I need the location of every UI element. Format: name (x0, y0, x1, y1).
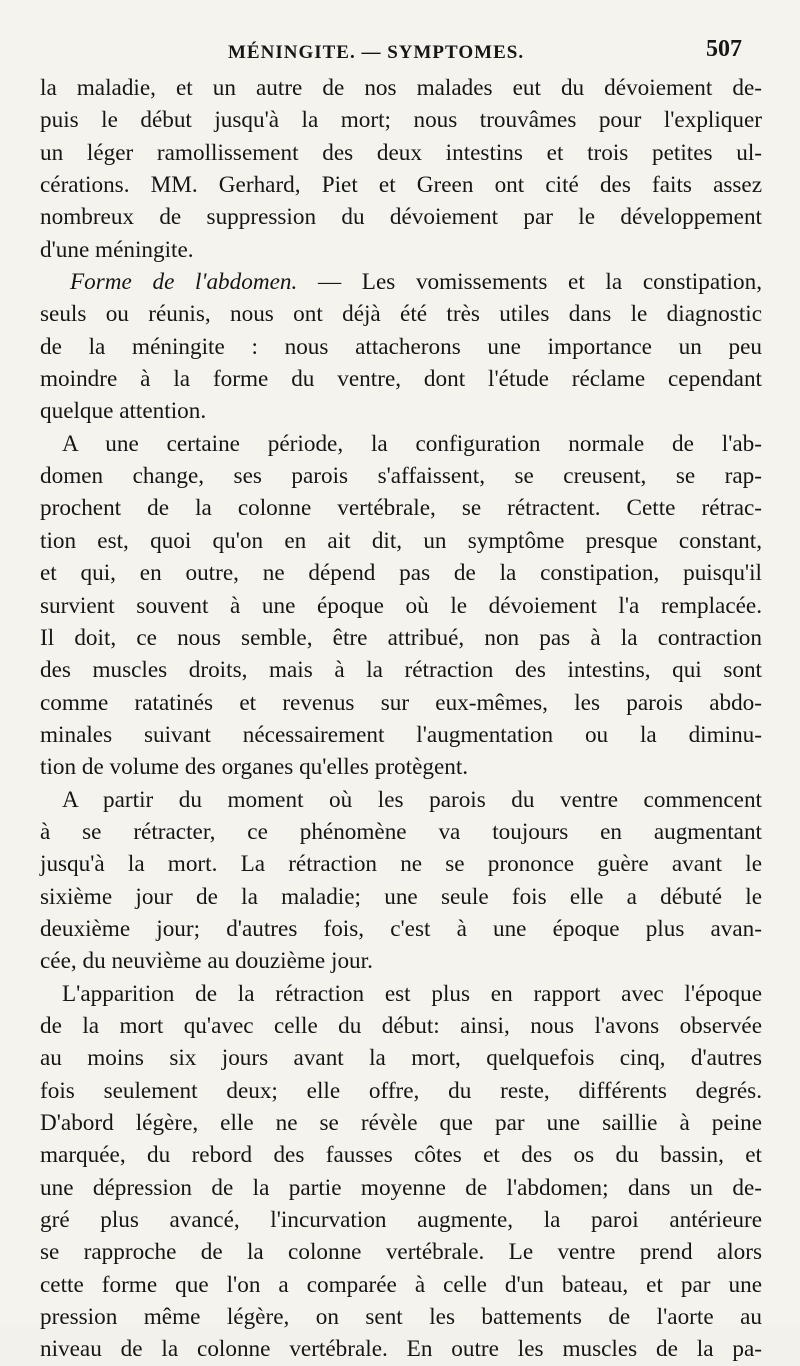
text-line: et qui, en outre, ne dépend pas de la constipation, puisqu'il (40, 560, 762, 587)
text-line: comme ratatinés et revenus sur eux-mêmes, les parois abdo- (40, 689, 762, 716)
text-line: d'une méningite. (40, 236, 194, 263)
section-heading: Forme de l'abdomen. (70, 269, 298, 296)
section-heading-continuation: — Les vomissements et la constipation, (297, 269, 762, 296)
text-line: la maladie, et un autre de nos malades eut du dévoiement de- (40, 75, 762, 101)
text-line: cérations. MM. Gerhard, Piet et Green ont cité des faits assez (40, 172, 762, 199)
text-line: de la mort qu'avec celle du début: ainsi, nous l'avons observée (40, 1012, 762, 1039)
text-line: prochent de la colonne vertébrale, se rétractent. Cette rétrac- (40, 495, 762, 522)
text-line: sixième jour de la maladie; une seule fois elle a débuté le (40, 883, 762, 910)
text-line: jusqu'à la mort. La rétraction ne se prononce guère avant le (40, 851, 762, 878)
page-number: 507 (706, 36, 742, 62)
text-line: se rapproche de la colonne vertébrale. Le ventre prend alors (40, 1239, 762, 1266)
text-line: seuls ou réunis, nous ont déjà été très utiles dans le diagnostic (40, 301, 762, 328)
text-line: cette forme que l'on a comparée à celle d'un bateau, et par une (40, 1271, 762, 1298)
text-line: nombreux de suppression du dévoiement par le développement (40, 204, 762, 231)
body-text (40, 72, 762, 1366)
text-line: au moins six jours avant la mort, quelquefois cinq, d'autres (40, 1045, 762, 1072)
text-line: des muscles droits, mais à la rétraction des intestins, qui sont (40, 657, 762, 684)
paragraph-start-line: A partir du moment où les parois du ventre commencent (62, 786, 762, 813)
text-line: tion de volume des organes qu'elles protègent. (40, 754, 469, 781)
text-line: quelque attention. (40, 398, 207, 425)
text-line: survient souvent à une époque où le dévoiement l'a remplacée. (40, 592, 762, 619)
section-heading-line (40, 266, 762, 298)
text-line: une dépression de la partie moyenne de l'abdomen; dans un de- (40, 1174, 762, 1201)
text-line: à se rétracter, ce phénomène va toujours en augmentant (40, 818, 762, 845)
text-line: gré plus avancé, l'incurvation augmente, la paroi antérieure (40, 1207, 762, 1234)
text-line: pression même légère, on sent les battements de l'aorte au (40, 1304, 762, 1331)
paragraph-start-line: A une certaine période, la configuration normale de l'ab- (62, 430, 762, 457)
text-line: niveau de la colonne vertébrale. En outre les muscles de la pa- (40, 1336, 762, 1363)
text-line: minales suivant nécessairement l'augmentation ou la diminu- (40, 721, 762, 748)
text-line: fois seulement deux; elle offre, du reste, différents degrés. (40, 1077, 762, 1104)
text-line: moindre à la forme du ventre, dont l'étude réclame cependant (40, 366, 762, 393)
text-line: Il doit, ce nous semble, être attribué, non pas à la contraction (40, 624, 762, 651)
running-head: MÉNINGITE. — SYMPTOMES. (228, 42, 525, 63)
page-header (0, 34, 800, 70)
text-line: cée, du neuvième au douzième jour. (40, 948, 373, 975)
text-line: domen change, ses parois s'affaissent, se creusent, se rap- (40, 463, 762, 490)
text-line: de la méningite : nous attacherons une importance un peu (40, 333, 762, 360)
text-line: deuxième jour; d'autres fois, c'est à une époque plus avan- (40, 915, 762, 942)
paragraph-start-line: L'apparition de la rétraction est plus en rapport avec l'époque (62, 980, 762, 1007)
text-line: un léger ramollissement des deux intestins et trois petites ul- (40, 139, 762, 166)
text-line: puis le début jusqu'à la mort; nous trouvâmes pour l'expliquer (40, 107, 762, 134)
text-line: marquée, du rebord des fausses côtes et des os du bassin, et (40, 1142, 762, 1169)
text-line: tion est, quoi qu'on en ait dit, un symptôme presque constant, (40, 527, 762, 554)
text-line: D'abord légère, elle ne se révèle que par une saillie à peine (40, 1110, 762, 1136)
